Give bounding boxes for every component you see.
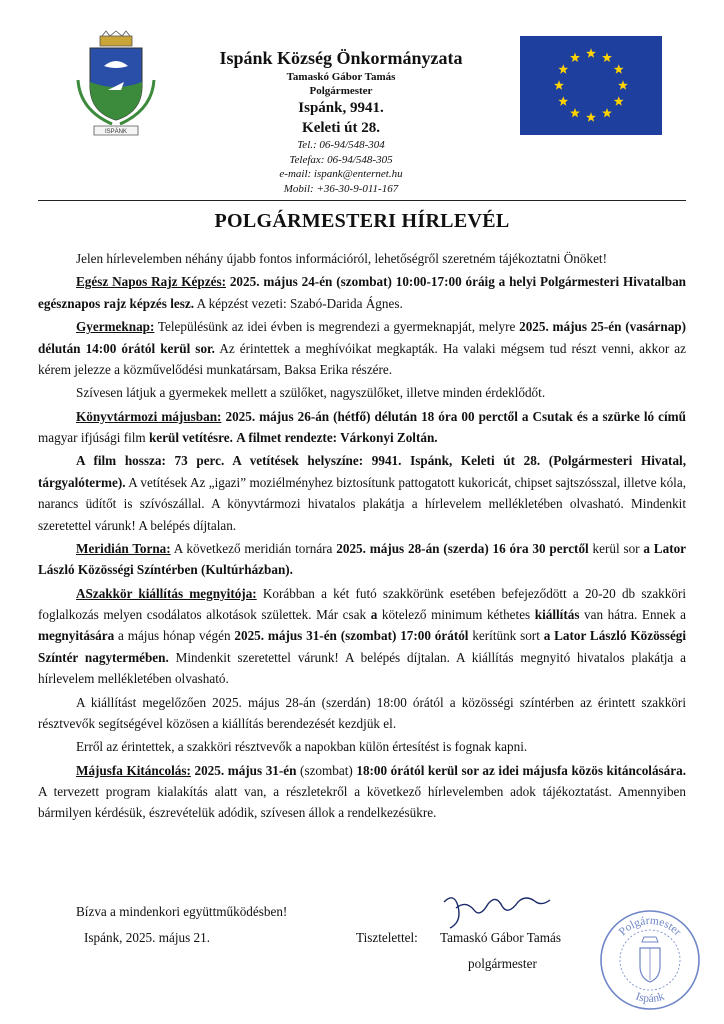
szakkor-date: 2025. május 31-én (szombat) 17:00 órától xyxy=(234,628,469,644)
majusfa-date: 2025. május 31-én xyxy=(194,762,297,778)
szakkor-bold-3: megnyitására xyxy=(38,628,115,644)
majusfa-text: A tervezett program kialakítás alatt van, a részletekről a következő hírlevelemben adok tájékoztatást. Amennyiben bármilyen kérdésük, észrevételük adódik, szívesen állok a rendelkezésükre. xyxy=(38,784,686,821)
szakkor-text-6: Mindenkit szeretettel várunk! A belépés díjtalan. A kiállítás megnyitó hivatalos plakátja a hírlevelem mellékletében olvasható. xyxy=(38,649,686,687)
szakkor-text-3: van hátra. Ennek a xyxy=(584,607,687,622)
organization-name: Ispánk Község Önkormányzata xyxy=(219,48,463,68)
majusfa-day: (szombat) xyxy=(300,762,353,778)
rajz-paragraph xyxy=(38,271,686,314)
majusfa-time: 18:00 órától kerül sor az idei májusfa közös kitáncolására. xyxy=(356,762,687,778)
konyvtarmozi-date: 2025. május 26-án (hétfő) délután 18 óra 00 perctől a Csutak és a szürke ló című xyxy=(225,408,686,424)
gyermeknap-date: 2025. május 25-én (vasárnap) délután 14:00 órától kerül sor. xyxy=(38,319,687,356)
phone: Tel.: 06-94/548-304 xyxy=(297,139,385,152)
szakkor-label: ASzakkör kiállítás megnyitója: xyxy=(76,585,257,601)
coat-of-arms-icon xyxy=(70,30,162,142)
letterhead xyxy=(180,48,502,196)
rajz-teacher: A képzést vezeti: Szabó-Darida Ágnes. xyxy=(196,295,403,311)
szakkor-paragraph-3: Erről az érintettek, a szakköri résztvevők a napokban külön értesítést is fognak kapni. xyxy=(76,739,528,755)
konyvtarmozi-text: magyar ifjúsági film xyxy=(38,430,146,445)
szakkor-paragraph xyxy=(38,583,686,690)
signer-title: polgármester xyxy=(468,956,537,971)
rajz-label: Egész Napos Rajz Képzés: xyxy=(76,274,226,290)
handwritten-signature-icon xyxy=(438,888,560,934)
header-divider xyxy=(38,200,686,201)
mayor-name: Tamaskó Gábor Tamás xyxy=(286,70,396,83)
email: e-mail: ispank@enternet.hu xyxy=(279,168,403,181)
konyvtarmozi-label: Könyvtármozi májusban: xyxy=(76,408,222,424)
gyermeknap-text: Településünk az idei évben is megrendezi a gyermeknapját, melyre xyxy=(157,319,516,335)
szakkor-text-5: kerítünk sort xyxy=(472,628,540,644)
newsletter-title: POLGÁRMESTERI HÍRLEVÉL xyxy=(214,210,510,232)
meridian-label: Meridián Torna: xyxy=(76,540,171,556)
eu-flag-icon xyxy=(520,36,662,135)
regards-label: Tisztelettel: xyxy=(356,930,418,945)
konyvtarmozi-paragraph xyxy=(38,406,686,449)
signer-name: Tamaskó Gábor Tamás xyxy=(440,930,561,945)
film-details: A film hossza: 73 perc. A vetítések helyszíne: 9941. Ispánk, Keleti út 28. (Polgármesteri Hivatal, tárgyalóterme). xyxy=(38,453,686,490)
film-extras: A vetítések Az „igazi” moziélményhez biztosítunk pattogatott kukoricát, chipset sajtszósszal, illetve kóla, narancs üdítőt is szívószállal. A könyvtármozi hivatalos plakátja a hírlevelem mellékletében olvasható. Mindenkit szeretettel várunk! A belépés díjtalan. xyxy=(38,474,686,533)
meridian-text: A következő meridián tornára xyxy=(173,540,333,556)
szakkor-bold-1: a xyxy=(370,607,378,622)
address-street: Keleti út 28. xyxy=(302,119,380,136)
szakkor-text-2: kötelező minimum kéthetes xyxy=(381,607,531,622)
coat-label: ISPÁNK xyxy=(104,129,128,135)
address-city: Ispánk, 9941. xyxy=(298,100,384,117)
newsletter-body xyxy=(38,248,686,826)
majusfa-paragraph xyxy=(38,760,686,824)
mobile: Mobil: +36-30-9-011-167 xyxy=(283,182,399,195)
meridian-text-2: kerül sor xyxy=(592,540,640,556)
gyermeknap-extra: Szívesen látjuk a gyermekek mellett a szülőket, nagyszülőket, illetve minden érdeklődőt. xyxy=(76,385,546,401)
szakkor-text-1: Korábban a két futó szakkörünk esetében befejeződött a 20-20 db szakköri foglalkozás melyen csodálatos alkotások születtek. Már csak xyxy=(38,585,687,622)
official-stamp-icon xyxy=(598,908,702,1012)
majusfa-label: Májusfa Kitáncolás: xyxy=(76,762,191,778)
svg-text:Polgármester xyxy=(617,915,684,939)
konyvtarmozi-screening: kerül vetítésre. xyxy=(148,430,233,445)
fax: Telefax: 06-94/548-305 xyxy=(289,153,393,166)
gyermeknap-text-2: Az érintettek a meghívóikat megkapták. Ha valaki mégsem tud részt venni, akkor az kérem jelezze a közművelődési munkatársam, Baksa Erika részére. xyxy=(38,340,686,377)
szakkor-bold-2: kiállítás xyxy=(534,607,580,622)
konyvtarmozi-director: A filmet rendezte: Várkonyi Zoltán. xyxy=(236,430,438,445)
intro-paragraph: Jelen hírlevelemben néhány újabb fontos információról, lehetőségről szeretném tájékoztatni Önöket! xyxy=(76,251,607,266)
szakkor-paragraph-2: A kiállítást megelőzően 2025. május 28-án (szerdán) 18:00 órától a közösségi színtérben az érintett szakköri résztvevők segítségével közösen a kiállítás berendezését kezdjük el. xyxy=(38,694,686,731)
gyermeknap-paragraph xyxy=(38,316,686,380)
meridian-venue: a Lator László Közösségi Színtérben (Kultúrházban). xyxy=(38,540,687,578)
meridian-paragraph xyxy=(38,538,686,581)
svg-text:Ispánk xyxy=(634,990,666,1005)
closing-line: Bízva a mindenkori együttműködésben! xyxy=(76,904,288,919)
meridian-date: 2025. május 28-án (szerda) 16 óra 30 perctől xyxy=(336,540,589,556)
konyvtarmozi-paragraph-2 xyxy=(38,450,686,536)
szakkor-text-4: a május hónap végén xyxy=(118,628,231,644)
stamp-bottom-text: Ispánk xyxy=(634,990,666,1006)
letter-date: Ispánk, 2025. május 21. xyxy=(84,930,211,945)
stamp-top-text: Polgármester xyxy=(616,914,684,939)
szakkor-venue: a Lator László Közösségi Színtér nagytermében. xyxy=(38,628,687,665)
gyermeknap-label: Gyermeknap: xyxy=(76,319,155,335)
mayor-role: Polgármester xyxy=(309,85,373,98)
rajz-details: 2025. május 24-én (szombat) 10:00-17:00 óráig a helyi Polgármesteri Hivatalban egésznapos rajz képzés lesz. xyxy=(38,274,686,311)
